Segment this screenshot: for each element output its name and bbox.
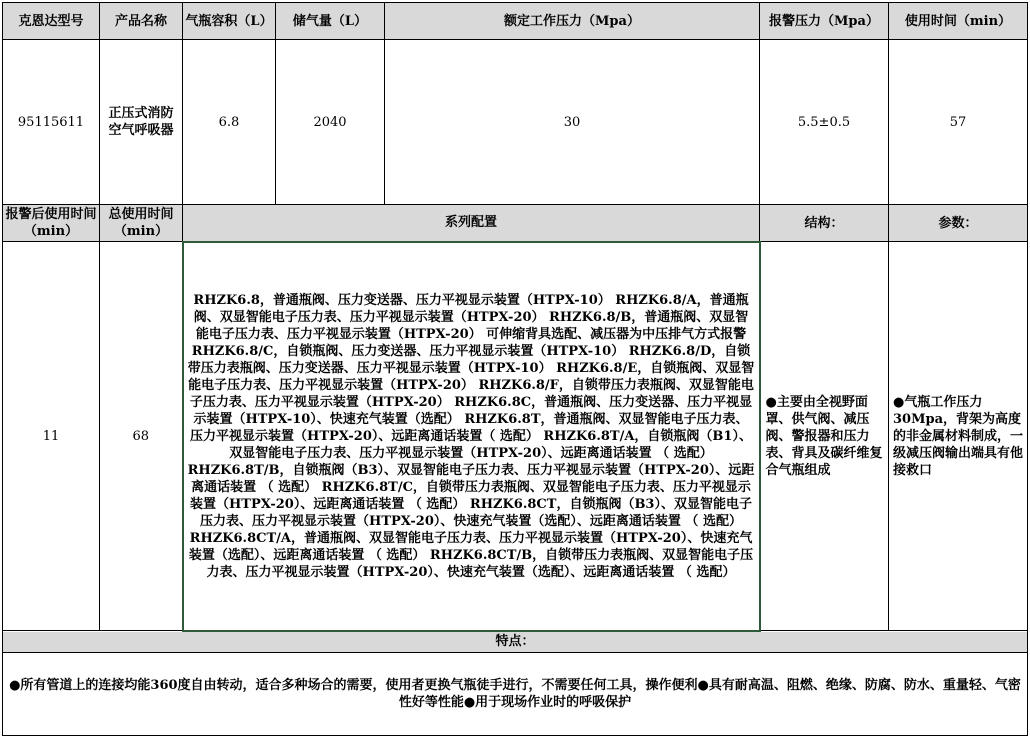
value-model: 95115611 <box>3 40 100 205</box>
header-series-config: 系列配置 <box>183 205 760 242</box>
header-parameters: 参数： <box>889 205 1028 242</box>
value-total-time: 68 <box>100 242 183 631</box>
header-row-1 <box>3 3 1028 40</box>
spec-table <box>2 2 1028 736</box>
features-text: ●所有管道上的连接均能360度自由转动，适合多种场合的需要，使用者更换气瓶徒手进行，不需要任何工具，操作便利●具有耐高温、阻燃、绝缘、防腐、防水、重量轻、气密性好等性能●用于现场作业时的呼吸保护 <box>3 653 1028 736</box>
header-cylinder-volume: 气瓶容积（L） <box>183 3 276 40</box>
header-structure: 结构： <box>760 205 889 242</box>
features-row <box>3 653 1028 736</box>
value-rated-pressure: 30 <box>385 40 760 205</box>
header-after-alarm-time: 报警后使用时间（min） <box>3 205 100 242</box>
series-config-text: RHZK6.8，普通瓶阀、压力变送器、压力平视显示装置（HTPX-10） RHZK6.8/A，普通瓶阀、双显智能电子压力表、压力平视显示装置（HTPX-20） RHZK6.8/B，普通瓶阀、双显智能电子压力表、压力平视显示装置（HTPX-20） 可伸缩背具选配、减压器为中压排气方式报警RHZK6.8/C，自锁瓶阀、压力变送器、压力平视显示装置（HTPX-10） RHZK6.8/D，自锁带压力表瓶阀、压力变送器、压力平视显示装置（HTPX-10） RHZK6.8/E，自锁瓶阀、双显智能电子压力表、压力平视显示装置（HTPX-20） RHZK6.8/F，自锁带压力表瓶阀、双显智能电子压力表、压力平视显示装置（HTPX-20） RHZK6.8C，普通瓶阀、压力变送器、压力平视显示装置（HTPX-10）、快速充气装置（选配） RHZK6.8T，普通瓶阀、双显智能电子压力表、压力平视显示装置（HTPX-20）、远距离通话装置（ 选配） RHZK6.8T/A，自锁瓶阀（B1）、双显智能电子压力表、压力平视显示装置（HTPX-20）、远距离通话装置 （ 选配） RHZK6.8T/B，自锁瓶阀（B3）、双显智能电子压力表、压力平视显示装置（HTPX-20）、远距离通话装置 （ 选配） RHZK6.8T/C，自锁带压力表瓶阀、双显智能电子压力表、压力平视显示装置（HTPX-20）、远距离通话装置 （ 选配） RHZK6.8CT，自锁瓶阀（B3）、双显智能电子压力表、压力平视显示装置（HTPX-20）、快速充气装置（选配）、远距离通话装置 （ 选配） RHZK6.8CT/A，普通瓶阀、双显智能电子压力表、压力平视显示装置（HTPX-20）、快速充气装置（选配）、远距离通话装置 （ 选配） RHZK6.8CT/B，自锁带压力表瓶阀、双显智能电子压力表、压力平视显示装置（HTPX-20）、快速充气装置（选配）、远距离通话装置 （ 选配） <box>183 242 760 631</box>
value-product-name: 正压式消防空气呼吸器 <box>100 40 183 205</box>
header-total-time: 总使用时间（min） <box>100 205 183 242</box>
header-air-storage: 储气量（L） <box>276 3 385 40</box>
value-air-storage: 2040 <box>276 40 385 205</box>
value-use-time: 57 <box>889 40 1028 205</box>
structure-text: ●主要由全视野面罩、供气阀、减压阀、警报器和压力表、背具及碳纤维复合气瓶组成 <box>760 242 889 631</box>
parameters-text: ●气瓶工作压力30Mpa，背架为高度的非金属材料制成，一级减压阀输出端具有他接救口 <box>889 242 1028 631</box>
value-alarm-pressure: 5.5±0.5 <box>760 40 889 205</box>
value-after-alarm-time: 11 <box>3 242 100 631</box>
values-row-2 <box>3 242 1028 631</box>
header-alarm-pressure: 报警压力（Mpa） <box>760 3 889 40</box>
header-product-name: 产品名称 <box>100 3 183 40</box>
header-model: 克恩达型号 <box>3 3 100 40</box>
header-rated-pressure: 额定工作压力（Mpa） <box>385 3 760 40</box>
header-use-time: 使用时间（min） <box>889 3 1028 40</box>
values-row-1 <box>3 40 1028 205</box>
features-label: 特点： <box>3 631 1028 653</box>
header-row-2 <box>3 205 1028 242</box>
value-cylinder-volume: 6.8 <box>183 40 276 205</box>
features-header-row <box>3 631 1028 653</box>
